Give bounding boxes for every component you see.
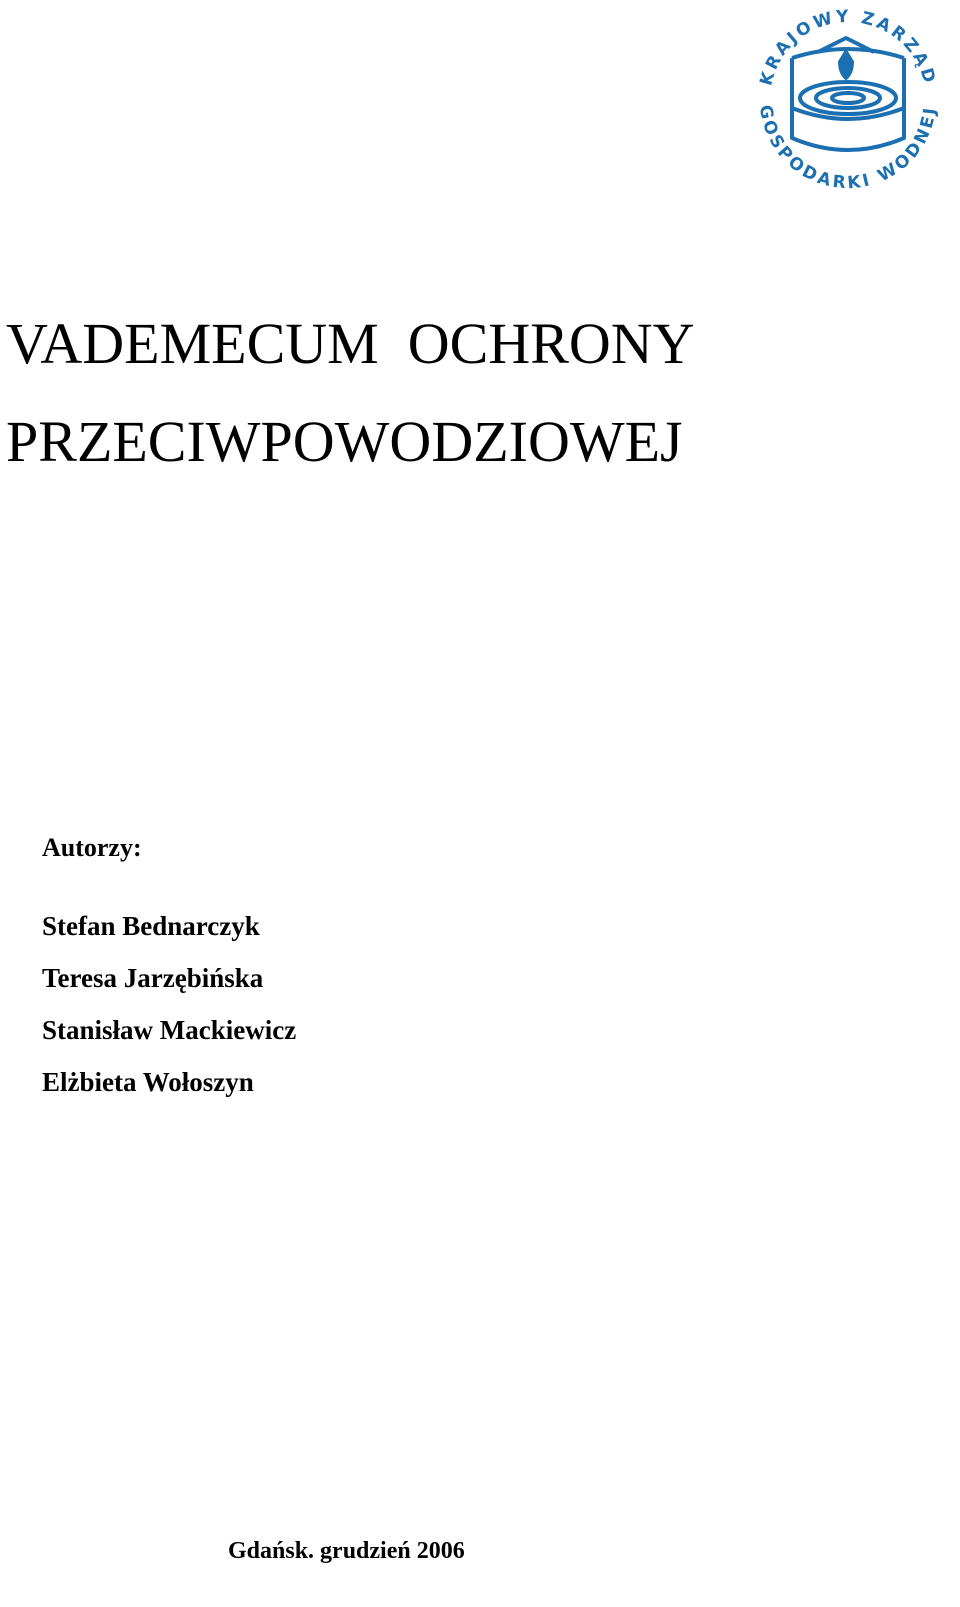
publication-place-date: Gdańsk. grudzień 2006 [228, 1538, 465, 1564]
document-title-line-2: PRZECIWPOWODZIOWEJ [6, 409, 683, 474]
kzgw-logo-icon [748, 0, 948, 200]
logo-text-bottom: GOSPODARKI WODNEJ [754, 103, 941, 194]
author-item: Elżbieta Wołoszyn [42, 1067, 254, 1097]
document-title-line-1: VADEMECUM OCHRONY [6, 311, 695, 376]
authors-label: Autorzy: [42, 833, 142, 862]
author-item: Stanisław Mackiewicz [42, 1015, 297, 1045]
author-item: Teresa Jarzębińska [42, 963, 264, 993]
authors-list [42, 900, 296, 1108]
author-item: Stefan Bednarczyk [42, 911, 260, 941]
logo-text-top: KRAJOWY ZARZĄD [756, 6, 940, 88]
